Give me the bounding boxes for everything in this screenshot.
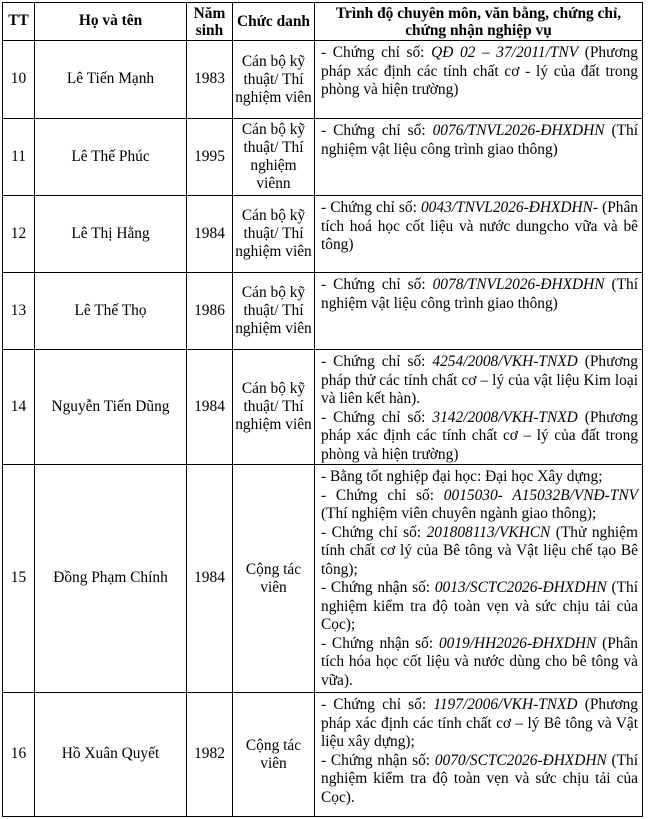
qualification-prefix: - Chứng chỉ số:	[321, 523, 427, 541]
certificate-code: 0076/TNVL2026-ĐHXDHN	[432, 122, 605, 139]
qualification-description: (Phương pháp xác định các tính chất cơ – lý Bê tông và Vật liệu xây dựng);	[321, 696, 638, 750]
row-tt: 14	[3, 350, 35, 465]
qualification-description: (Thí nghiệm viên chuyên ngành giao thông);	[321, 505, 597, 522]
certificate-code: 0070/SCTC2026-ĐHXDHN	[434, 751, 607, 769]
row-qualifications	[315, 119, 643, 196]
qualification-item	[321, 122, 638, 159]
qualification-item	[321, 276, 638, 313]
row-name: Lê Thị Hằng	[35, 196, 187, 273]
row-role: Cán bộ kỹ thuật/ Thí nghiệm viên	[233, 273, 315, 350]
row-tt: 12	[3, 196, 35, 273]
certificate-code: 0015030- A15032B/VNĐ-TNV	[443, 486, 638, 504]
row-year: 1984	[187, 465, 233, 693]
qualification-prefix: - Bằng tốt nghiệp đại học: Đại học Xây dựng;	[321, 468, 603, 485]
table-row	[3, 119, 643, 196]
row-role: Cộng tác viên	[233, 465, 315, 693]
qualification-item	[321, 696, 638, 752]
row-year: 1984	[187, 196, 233, 273]
certificate-code: QĐ 02 – 37/2011/TNV	[431, 44, 579, 61]
row-role: Cán bộ kỹ thuật/ Thí nghiệm viên	[233, 350, 315, 465]
staff-table	[2, 2, 643, 817]
qualification-item	[321, 353, 638, 409]
qualification-item	[321, 579, 638, 635]
row-year: 1983	[187, 41, 233, 119]
qualification-prefix: - Chứng chỉ số:	[321, 486, 444, 504]
row-qualifications	[315, 41, 643, 119]
certificate-code: 0078/TNVL2026-ĐHXDHN	[432, 276, 605, 293]
qualification-description: (Phương pháp xác định các tính chất cơ – lý của đất trong phòng và hiện trường)	[321, 408, 638, 463]
header-year: Năm sinh	[187, 3, 233, 41]
row-name: Hồ Xuân Quyết	[35, 693, 187, 817]
row-year: 1995	[187, 119, 233, 196]
qualification-description: (Phương pháp thử các tính chất cơ – lý của vật liệu Kim loại và liên kết hàn).	[321, 353, 638, 407]
row-tt: 13	[3, 273, 35, 350]
table-row	[3, 273, 643, 350]
certificate-code: 3142/2008/VKH-TNXD	[432, 408, 578, 426]
qualification-item	[321, 199, 638, 255]
row-role: Cán bộ kỹ thuật/ Thí nghiệm viênn	[233, 119, 315, 196]
row-tt: 10	[3, 41, 35, 119]
qualification-prefix: - Chứng nhận số:	[321, 751, 435, 769]
qualification-prefix: - Chứng chỉ số:	[321, 408, 433, 426]
row-year: 1982	[187, 693, 233, 817]
qualification-item	[321, 635, 638, 691]
qualification-item	[321, 752, 638, 808]
qualification-description: (Thí nghiệm kiểm tra độ toàn vẹn và sức chịu tải của Cọc).	[321, 751, 638, 806]
row-name: Nguyễn Tiến Dũng	[35, 350, 187, 465]
certificate-code: 4254/2008/VKH-TNXD	[432, 353, 578, 370]
qualification-item	[321, 487, 638, 524]
qualification-prefix: - Chứng chỉ số:	[321, 353, 433, 370]
certificate-code: 201808113/VKHCN	[426, 523, 551, 541]
row-year: 1984	[187, 350, 233, 465]
table-row	[3, 465, 643, 693]
row-tt: 16	[3, 693, 35, 817]
table-row	[3, 41, 643, 119]
qualification-item	[321, 44, 638, 100]
row-role: Cán bộ kỹ thuật/ Thí nghiệm viên	[233, 196, 315, 273]
header-role: Chức danh	[233, 3, 315, 41]
row-qualifications	[315, 465, 643, 693]
row-role: Cán bộ kỹ thuật/ Thí nghiệm viên	[233, 41, 315, 119]
certificate-code: 0013/SCTC2026-ĐHXDHN	[434, 579, 607, 596]
table-row	[3, 196, 643, 273]
certificate-code: 0019/HH2026-ĐHXDHN	[438, 634, 597, 652]
certificate-code: 0043/TNVL2026-ĐHXDHN-	[420, 199, 598, 216]
header-desc: Trình độ chuyên môn, văn bằng, chứng chỉ, chứng nhận nghiệp vụ	[315, 3, 643, 41]
row-tt: 11	[3, 119, 35, 196]
row-name: Đồng Phạm Chính	[35, 465, 187, 693]
qualification-item	[321, 409, 638, 465]
qualification-prefix: - Chứng chỉ số:	[321, 199, 421, 216]
row-tt: 15	[3, 465, 35, 693]
row-qualifications	[315, 350, 643, 465]
qualification-description: (Thí nghiệm kiểm tra độ toàn vẹn và sức chịu tải của Cọc);	[321, 579, 638, 633]
qualification-item	[321, 524, 638, 580]
qualification-description: (Thí nghiệm vật liệu công trình giao thông)	[321, 122, 638, 158]
qualification-description: (Phân tích hoá học cốt liệu và nước dungcho vữa và bê tông)	[321, 199, 638, 253]
row-name: Lê Tiến Mạnh	[35, 41, 187, 119]
qualification-description: (Phương pháp xác định các tính chất cơ - lý của đất trong phòng và hiện trường)	[321, 44, 638, 98]
certificate-code: 1197/2006/VKH-TNXD	[433, 696, 578, 713]
row-name: Lê Thế Phúc	[35, 119, 187, 196]
qualification-prefix: - Chứng chỉ số:	[321, 122, 433, 139]
qualification-description: (Thử nghiệm tính chất cơ lý của Bê tông và Vật liệu chế tạo Bê tông);	[321, 523, 638, 578]
qualification-prefix: - Chứng chỉ số:	[321, 276, 433, 293]
qualification-prefix: - Chứng nhận số:	[321, 634, 439, 652]
qualification-item	[321, 468, 638, 487]
table-row	[3, 350, 643, 465]
qualification-prefix: - Chứng chỉ số:	[321, 44, 432, 61]
row-role: Cộng tác viên	[233, 693, 315, 817]
header-name: Họ và tên	[35, 3, 187, 41]
row-qualifications	[315, 273, 643, 350]
row-qualifications	[315, 196, 643, 273]
row-year: 1986	[187, 273, 233, 350]
table-row	[3, 693, 643, 817]
header-tt: TT	[3, 3, 35, 41]
qualification-prefix: - Chứng nhận số:	[321, 579, 435, 596]
qualification-description: (Thí nghiệm vật liệu công trình giao thông)	[321, 276, 638, 312]
qualification-description: (Phân tích hóa học cốt liệu và nước dùng cho bê tông và vữa).	[321, 634, 638, 689]
row-qualifications	[315, 693, 643, 817]
table-header-row	[3, 3, 643, 41]
row-name: Lê Thế Thọ	[35, 273, 187, 350]
qualification-prefix: - Chứng chỉ số:	[321, 696, 434, 713]
